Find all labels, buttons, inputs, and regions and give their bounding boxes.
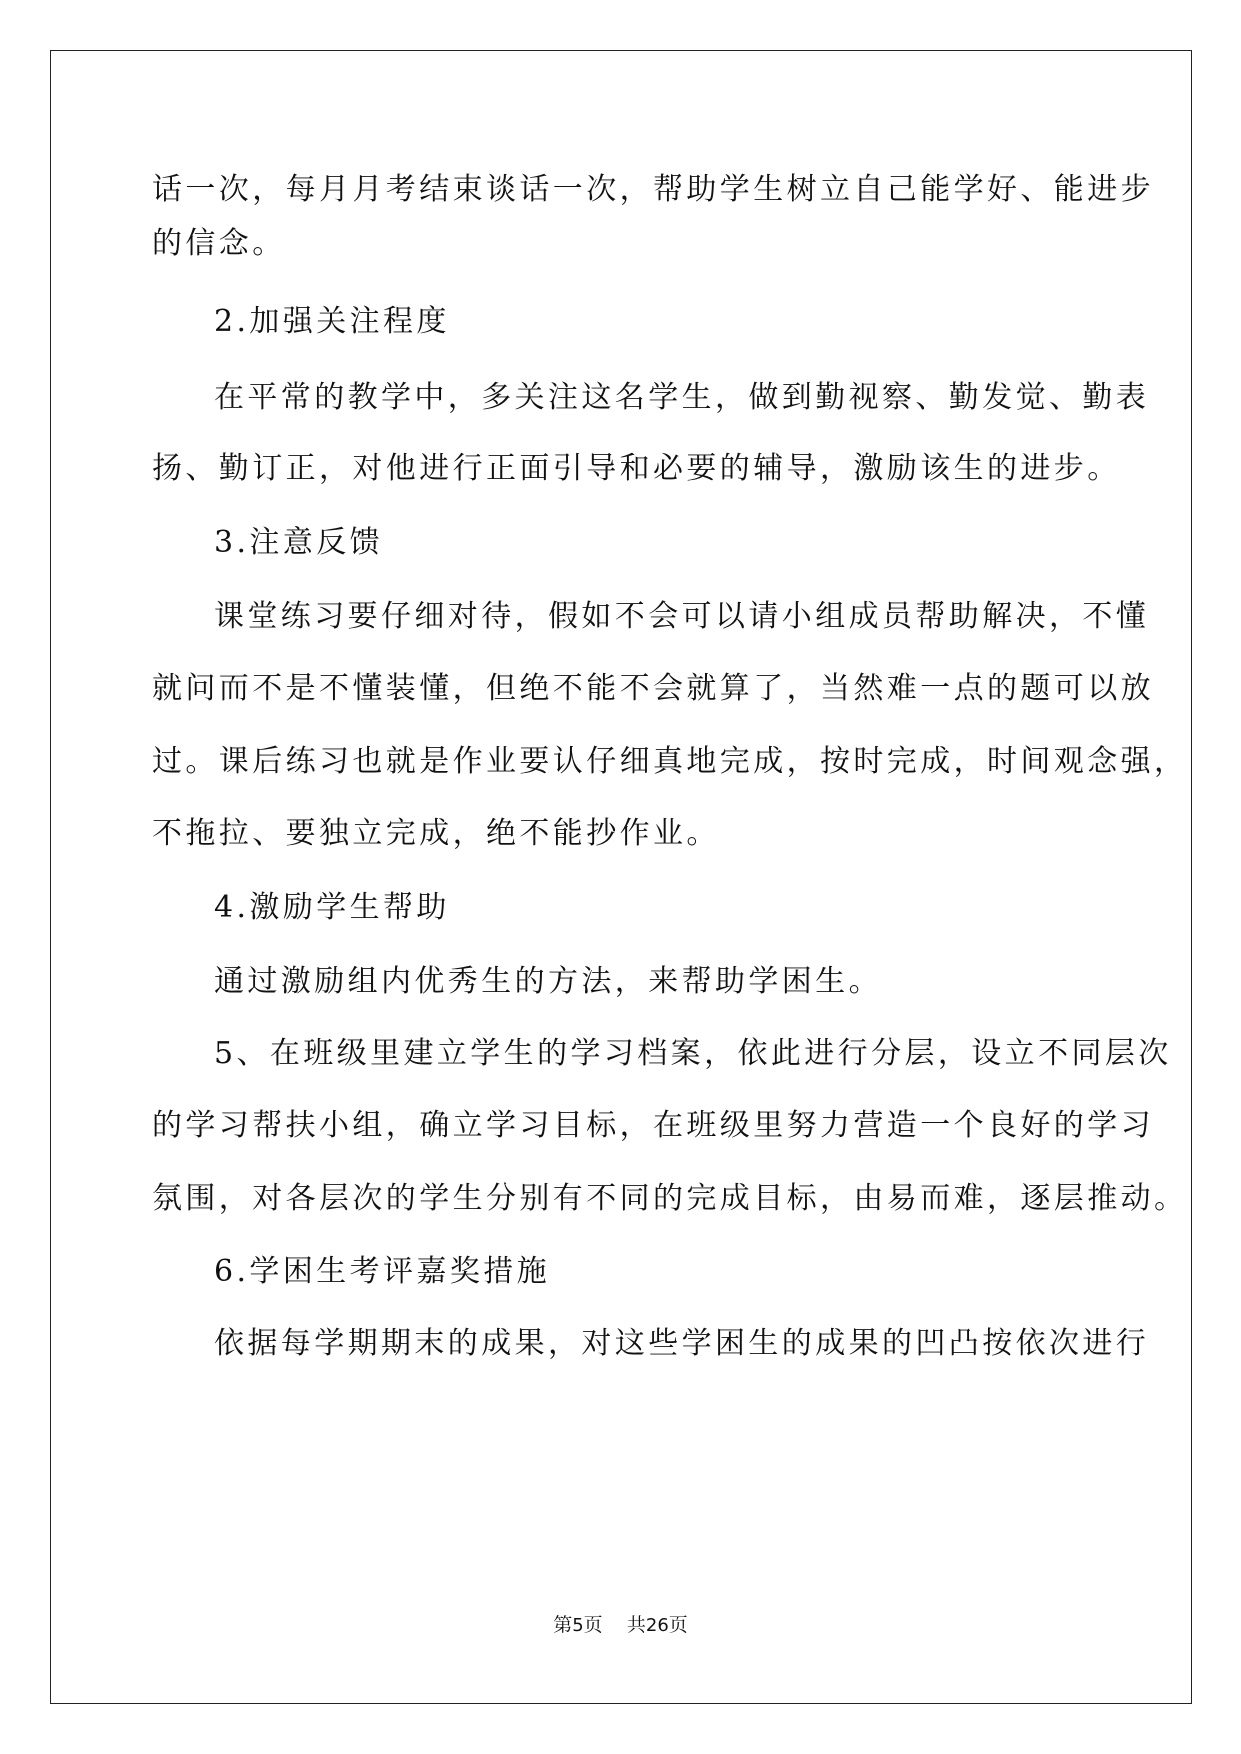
total-prefix: 共 — [626, 1614, 646, 1636]
section-heading: 4.激励学生帮助 — [214, 890, 450, 925]
paragraph-line: 在平常的教学中，多关注这名学生，做到勤视察、勤发觉、勤表 — [214, 380, 1150, 415]
paragraph-line: 氛围，对各层次的学生分别有不同的完成目标，由易而难，逐层推动。 — [152, 1181, 1188, 1216]
paragraph-line: 5、在班级里建立学生的学习档案，依此进行分层，设立不同层次 — [214, 1036, 1172, 1071]
paragraph-line: 就问而不是不懂装懂，但绝不能不会就算了，当然难一点的题可以放 — [152, 671, 1154, 706]
paragraph-line: 不拖拉、要独立完成，绝不能抄作业。 — [152, 816, 720, 851]
page-footer — [0, 1612, 1241, 1639]
page-suffix: 页 — [583, 1614, 603, 1636]
paragraph-line: 依据每学期期末的成果，对这些学困生的成果的凹凸按依次进行 — [214, 1326, 1150, 1361]
section-heading: 2.加强关注程度 — [214, 304, 450, 339]
total-pages: 26 — [645, 1615, 669, 1636]
page-prefix: 第 — [553, 1614, 573, 1636]
paragraph-line: 扬、勤订正，对他进行正面引导和必要的辅导，激励该生的进步。 — [152, 451, 1121, 486]
paragraph-line: 话一次，每月月考结束谈话一次，帮助学生树立自己能学好、能进步 — [152, 172, 1154, 207]
page-border — [50, 50, 1192, 1704]
paragraph-line: 通过激励组内优秀生的方法，来帮助学困生。 — [214, 964, 882, 999]
paragraph-line: 过。课后练习也就是作业要认仔细真地完成，按时完成，时间观念强， — [152, 744, 1188, 779]
paragraph-line: 的信念。 — [152, 226, 286, 261]
section-heading: 6.学困生考评嘉奖措施 — [214, 1254, 551, 1289]
paragraph-line: 的学习帮扶小组，确立学习目标，在班级里努力营造一个良好的学习 — [152, 1108, 1154, 1143]
total-suffix: 页 — [668, 1614, 688, 1636]
paragraph-line: 课堂练习要仔细对待，假如不会可以请小组成员帮助解决，不懂 — [214, 599, 1150, 634]
section-heading: 3.注意反馈 — [214, 525, 384, 560]
page-number: 5 — [572, 1615, 584, 1636]
